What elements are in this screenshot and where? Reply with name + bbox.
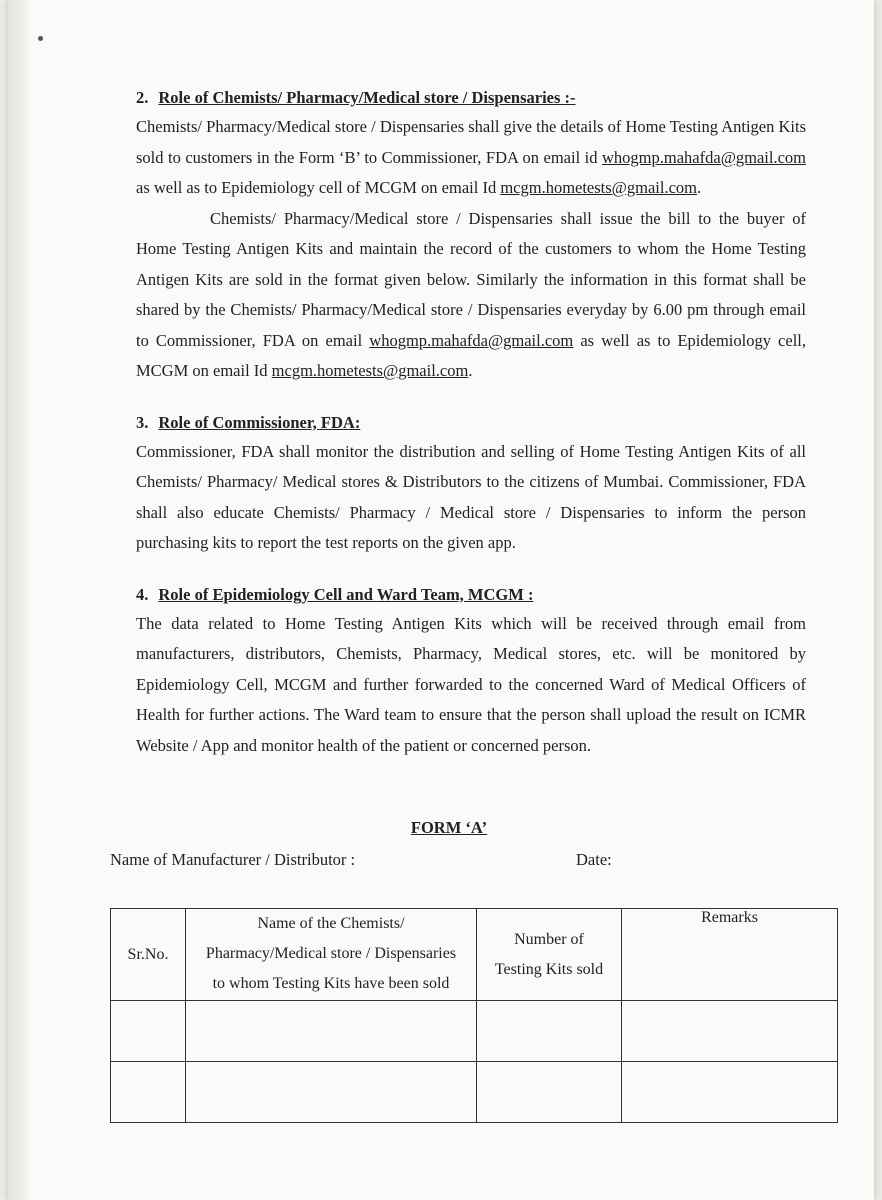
table-cell[interactable] — [186, 1001, 477, 1062]
table-row — [111, 1001, 838, 1062]
table-cell[interactable] — [622, 1001, 838, 1062]
email-link-fda[interactable]: whogmp.mahafda@gmail.com — [602, 147, 806, 167]
header-text: Number of — [514, 930, 584, 948]
email-link-mcgm[interactable]: mcgm.hometests@gmail.com — [500, 178, 697, 197]
section-4-paragraph: The data related to Home Testing Antigen Kits which will be received through email from manufacturers, distributors, Chemists, Pharmacy, Medical stores, etc. will be monitored by Epidemiology Cell, MCGM and further forwarded to the concerned Ward of Medical Officers of Health for further actions. The Ward team to ensure that the person shall upload the result on ICMR Website / App and monitor health of the patient or concerned person. — [136, 613, 806, 755]
paragraph-text: as well as to Epidemiology cell of MCGM on email Id — [136, 178, 501, 197]
header-text: Testing Kits sold — [494, 960, 604, 978]
section-number: 4. — [136, 584, 149, 604]
column-header-kits-sold — [477, 909, 622, 1001]
header-text: to whom Testing Kits have been sold — [212, 975, 450, 992]
table-header-row — [111, 909, 838, 1001]
section-4 — [136, 581, 806, 762]
section-title: Role of Chemists/ Pharmacy/Medical store / Dispensaries :- — [158, 88, 576, 107]
paragraph-text: . — [697, 178, 702, 197]
table-cell[interactable] — [477, 1001, 622, 1062]
header-text: Sr.No. — [127, 945, 169, 963]
section-3-heading — [136, 409, 806, 437]
date-label: Date: — [576, 850, 612, 869]
section-2-heading — [136, 84, 806, 112]
manufacturer-label: Name of Manufacturer / Distributor : — [110, 850, 356, 869]
header-text: Remarks — [701, 909, 758, 926]
paragraph-text: . — [468, 361, 473, 380]
paragraph-text: as well as to Epidemiology cell, MCGM on email Id — [136, 330, 806, 380]
form-a-table — [110, 908, 838, 1123]
page-fold-shadow — [8, 0, 30, 1200]
paragraph-text: Chemists/ Pharmacy/Medical store / Dispensaries shall give the details of Home Testing Antigen Kits sold to customers in the Form ‘B’ to Commissioner, FDA on email id — [136, 117, 806, 167]
section-2-paragraph-1 — [136, 112, 806, 204]
table-cell[interactable] — [111, 1001, 186, 1062]
table-row — [111, 1062, 838, 1123]
section-number: 3. — [136, 412, 149, 432]
section-2 — [136, 84, 806, 387]
table-cell[interactable] — [111, 1062, 186, 1123]
paragraph-text: Chemists/ Pharmacy/Medical store / Dispensaries shall issue the bill to the buyer of Home Testing Antigen Kits and maintain the record of the customers to whom the Home Testing Antigen Kits are sold in the format given below. Similarly the information in this format shall be shared by the Chemists/ Pharmacy/Medical store / Dispensaries everyday by 6.00 pm through email to Commissioner, FDA on email — [136, 208, 806, 350]
email-link-mcgm[interactable]: mcgm.hometests@gmail.com — [271, 361, 469, 380]
column-header-sr-no — [111, 909, 186, 1001]
header-text: Name of the Chemists/ — [257, 915, 405, 932]
column-header-remarks — [622, 909, 838, 1001]
document-page — [8, 0, 874, 1200]
table-cell[interactable] — [622, 1062, 838, 1123]
column-header-chemist-name — [186, 909, 477, 1001]
document-body — [136, 84, 806, 783]
section-4-heading — [136, 581, 806, 609]
punch-dot — [38, 36, 43, 41]
header-text: Pharmacy/Medical store / Dispensaries — [205, 945, 457, 962]
table-cell[interactable] — [186, 1062, 477, 1123]
table-cell[interactable] — [477, 1062, 622, 1123]
section-2-paragraph-2 — [136, 204, 806, 387]
section-title: Role of Commissioner, FDA: — [158, 412, 361, 432]
email-link-fda[interactable]: whogmp.mahafda@gmail.com — [369, 330, 574, 350]
form-a-title: FORM ‘A’ — [410, 818, 488, 837]
section-3-paragraph: Commissioner, FDA shall monitor the distribution and selling of Home Testing Antigen Kits of all Chemists/ Pharmacy/ Medical stores & Distributors to the citizens of Mumbai. Commissioner, FDA shall also educate Chemists/ Pharmacy / Medical store / Dispensaries to inform the person purchasing kits to report the test reports on the given app. — [136, 441, 806, 552]
section-number: 2. — [136, 88, 149, 107]
section-title: Role of Epidemiology Cell and Ward Team, MCGM : — [158, 584, 534, 604]
section-3 — [136, 409, 806, 559]
